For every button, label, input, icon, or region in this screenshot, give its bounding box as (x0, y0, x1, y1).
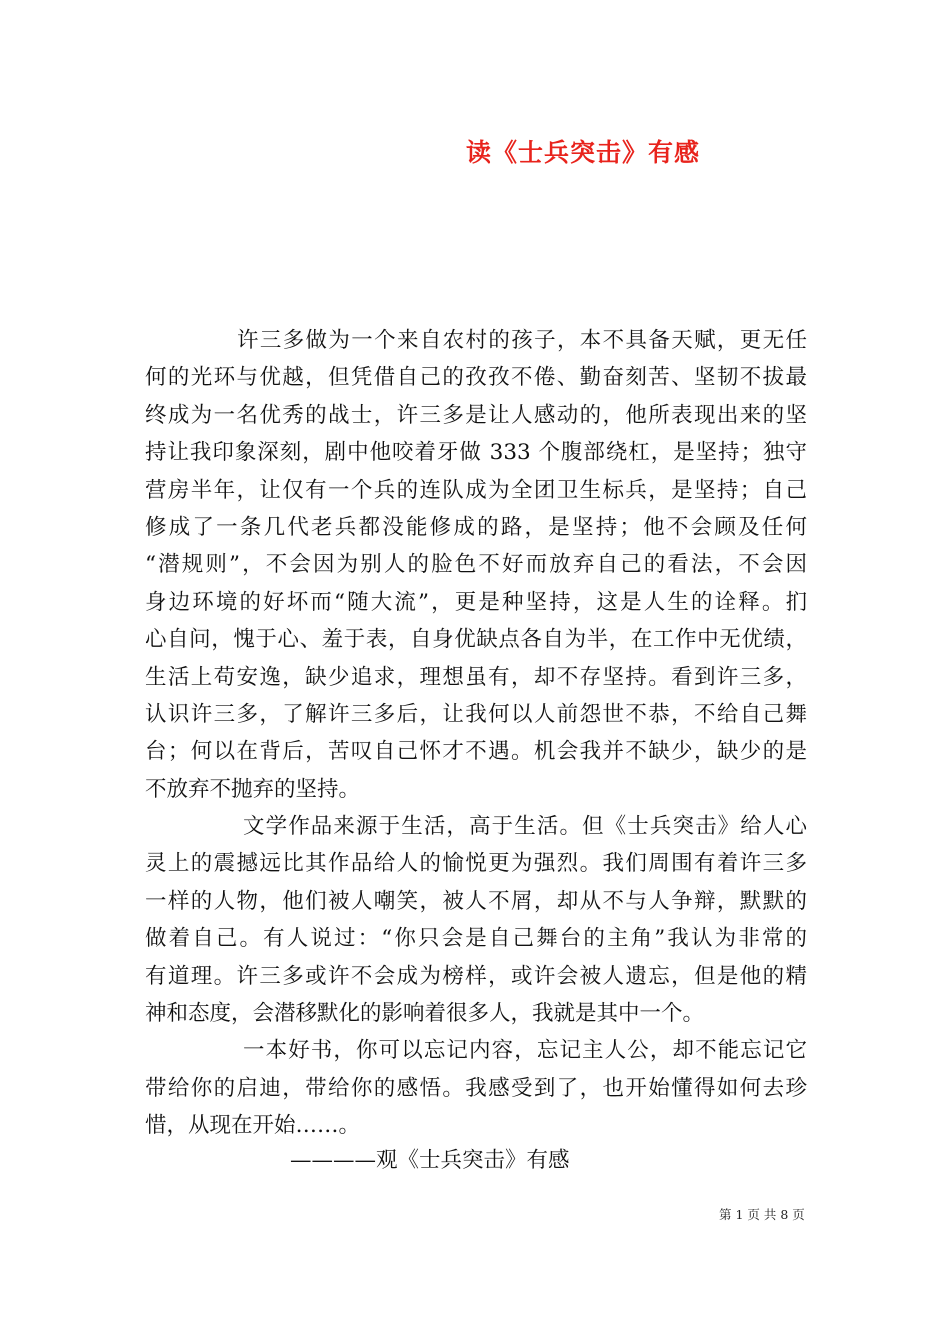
text-line: 一样的人物，他们被人嘲笑，被人不屑，却从不与人争辩，默默的 (145, 888, 807, 914)
text-line: 终成为一名优秀的战士，许三多是让人感动的，他所表现出来的坚 (145, 402, 807, 428)
text-line: 何的光环与优越，但凭借自己的孜孜不倦、勤奋刻苦、坚韧不拔最 (145, 365, 807, 391)
paragraph-3 (145, 1032, 807, 1144)
text-line: 认识许三多，了解许三多后，让我何以人前怨世不恭，不给自己舞 (145, 701, 807, 727)
text-line: 生活上苟安逸，缺少追求，理想虽有，却不存坚持。看到许三多， (145, 664, 807, 690)
text-line: 有道理。许三多或许不会成为榜样，或许会被人遗忘，但是他的精 (145, 963, 807, 989)
text-line: 台；何以在背后，苦叹自己怀才不遇。机会我并不缺少，缺少的是 (145, 739, 807, 765)
text-line: 身边环境的好坏而“随大流”，更是种坚持，这是人生的诠释。扪 (145, 589, 807, 615)
text-line: 一本好书，你可以忘记内容，忘记主人公，却不能忘记它 (243, 1038, 807, 1064)
document-body (145, 322, 807, 1145)
paragraph-1 (145, 322, 807, 808)
text-line: 修成了一条几代老兵都没能修成的路，是坚持；他不会顾及任何 (145, 514, 807, 540)
text-line: 做着自己。有人说过：“你只会是自己舞台的主角”我认为非常的 (145, 926, 807, 952)
text-line: 惜，从现在开始……。 (145, 1113, 361, 1139)
text-line: 营房半年，让仅有一个兵的连队成为全团卫生标兵，是坚持；自己 (145, 477, 807, 503)
text-line: 带给你的启迪，带给你的感悟。我感受到了，也开始懂得如何去珍 (145, 1075, 807, 1101)
signature-line: ————观《士兵突击》有感 (290, 1148, 570, 1173)
text-line: 持让我印象深刻，剧中他咬着牙做 333 个腹部绕杠，是坚持；独守 (145, 440, 807, 466)
document-title: 读《士兵突击》有感 (465, 138, 700, 167)
text-line: “潜规则”，不会因为别人的脸色不好而放弃自己的看法，不会因 (145, 552, 807, 578)
page-number: 第 1 页 共 8 页 (719, 1207, 805, 1222)
text-line: 文学作品来源于生活，高于生活。但《士兵突击》给人心 (243, 814, 807, 840)
text-line: 灵上的震撼远比其作品给人的愉悦更为强烈。我们周围有着许三多 (145, 851, 807, 877)
text-line: 心自问，愧于心、羞于表，自身优缺点各自为半，在工作中无优绩， (145, 627, 807, 653)
paragraph-2 (145, 808, 807, 1032)
text-line: 许三多做为一个来自农村的孩子，本不具备天赋，更无任 (237, 328, 807, 353)
text-line: 不放弃不抛弃的坚持。 (145, 776, 361, 802)
text-line: 神和态度，会潜移默化的影响着很多人，我就是其中一个。 (145, 1001, 705, 1027)
